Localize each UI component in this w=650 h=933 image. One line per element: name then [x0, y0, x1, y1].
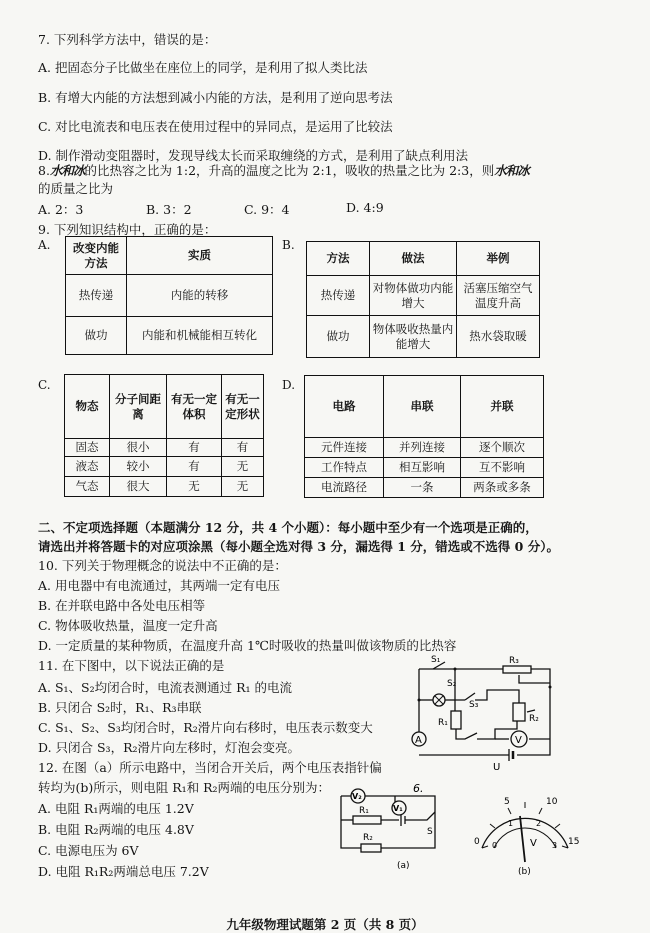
- outer-tick-0: 0: [492, 841, 498, 850]
- q12-voltmeter-dial: [468, 786, 582, 878]
- table-c-cell: 有: [222, 439, 264, 457]
- q9-label-d: D.: [282, 378, 296, 392]
- outer-tick-2: 2: [536, 819, 542, 828]
- table-c-cell: 很小: [110, 439, 167, 457]
- q8-stem-end: 的质量之比为: [38, 181, 114, 196]
- table-d-cell: 两条或多条: [461, 478, 544, 498]
- r2-resistor: [361, 844, 381, 852]
- inner-tick-0: 0: [474, 837, 480, 847]
- table-d-cell: 一条: [384, 478, 461, 498]
- q8-option-b: B. 3：2: [146, 202, 192, 217]
- q9-label-b: B.: [282, 238, 295, 252]
- handwritten-mark: 6.: [413, 782, 424, 795]
- unit-label: V: [530, 838, 537, 849]
- table-c-cell: 有: [167, 457, 222, 477]
- q9-stem: 9. 下列知识结构中，正确的是：: [38, 222, 217, 237]
- q10-option-c: C. 物体吸收热量，温度一定升高: [38, 618, 218, 633]
- q11-option-d: D. 只闭合 S₃，R₂滑片向左移时，灯泡会变亮。: [38, 740, 300, 755]
- table-c-cell: 很大: [110, 477, 167, 497]
- q7-option-c: C. 对比电流表和电压表在使用过程中的异同点，是运用了比较法: [38, 119, 393, 134]
- q10-option-a: A. 用电器中有电流通过，其两端一定有电压: [38, 578, 280, 593]
- table-a-cell: 内能的转移: [127, 275, 273, 317]
- table-a-cell: 内能和机械能相互转化: [127, 317, 273, 355]
- table-c-cell: 气态: [65, 477, 110, 497]
- q12-stem-2: 转均为(b)所示，则电阻 R₁和 R₂两端的电压分别为：: [38, 780, 331, 795]
- r1-label: R₁: [359, 806, 369, 816]
- table-d-cell: 工作特点: [305, 458, 384, 478]
- outer-tick-1: 1: [508, 819, 514, 828]
- q8-stem: [38, 161, 529, 179]
- table-c-header: 有无一定形状: [222, 375, 264, 439]
- q7-option-b: B. 有增大内能的方法想到减小内能的方法，是利用了逆向思考法: [38, 90, 393, 105]
- q12-stem-1: 12. 在图（a）所示电路中，当闭合开关后，两个电压表指针偏: [38, 760, 382, 775]
- table-d-cell: 相互影响: [384, 458, 461, 478]
- q9-label-a: A.: [38, 238, 51, 252]
- section2-title-2: 请选出并将答题卡的对应项涂黑（每小题全选对得 3 分，漏选得 1 分，错选或不选得 0 分）。: [38, 539, 559, 554]
- table-b-header: 方法: [307, 242, 370, 276]
- caption-b: (b): [518, 867, 531, 877]
- r2-label: R₂: [363, 833, 373, 843]
- voltmeter-label: V: [515, 735, 522, 746]
- q9-table-c: [64, 374, 264, 497]
- q11-stem: 11. 在下图中，以下说法正确的是: [38, 658, 225, 673]
- v2-label: V₂: [352, 792, 362, 801]
- q9-table-a: [65, 236, 273, 355]
- table-c-cell: 无: [222, 457, 264, 477]
- inner-tick-5: 5: [504, 797, 510, 807]
- table-b-header: 举例: [457, 242, 540, 276]
- table-d-header: 电路: [305, 376, 384, 438]
- table-d-header: 并联: [461, 376, 544, 438]
- q8-option-a: A. 2：3: [38, 202, 84, 217]
- q11-option-c: C. S₁、S₂、S₃均闭合时，R₂滑片向右移时，电压表示数变大: [38, 720, 373, 735]
- table-b-cell: 热水袋取暖: [457, 316, 540, 358]
- outer-tick-3: 3: [552, 841, 558, 850]
- q10-option-d: D. 一定质量的某种物质，在温度升高 1℃时吸收的热量叫做该物质的比热容: [38, 638, 457, 653]
- q12-option-b: B. 电阻 R₂两端的电压 4.8V: [38, 822, 194, 837]
- q9-table-d: [304, 375, 544, 498]
- q8-handwritten-2: 水和冰: [494, 163, 529, 178]
- table-c-cell: 无: [167, 477, 222, 497]
- s1-label: S₁: [431, 655, 441, 665]
- q12-option-a: A. 电阻 R₁两端的电压 1.2V: [38, 801, 194, 816]
- q10-option-b: B. 在并联电路中各处电压相等: [38, 598, 206, 613]
- q11-option-b: B. 只闭合 S₂时，R₁、R₃串联: [38, 700, 202, 715]
- table-c-cell: 无: [222, 477, 264, 497]
- q8-stem-mid: 的比热容之比为 1:2，升高的温度之比为 2:1，吸收的热量之比为 2:3，则: [84, 163, 495, 178]
- table-d-cell: 逐个顺次: [461, 438, 544, 458]
- switch-label: S: [427, 827, 433, 837]
- table-b-cell: 热传递: [307, 276, 370, 316]
- inner-tick-10: 10: [546, 797, 558, 807]
- section2-title-1: 二、不定项选择题（本题满分 12 分，共 4 个小题）：每小题中至少有一个选项是正确的，: [38, 520, 538, 535]
- table-c-header: 有无一定体积: [167, 375, 222, 439]
- table-c-cell: 有: [167, 439, 222, 457]
- table-b-cell: 物体吸收热量内能增大: [370, 316, 457, 358]
- q11-option-a: A. S₁、S₂均闭合时，电流表测通过 R₁ 的电流: [38, 680, 292, 695]
- r1-label: R₁: [438, 718, 448, 728]
- table-c-cell: 液态: [65, 457, 110, 477]
- table-d-cell: 元件连接: [305, 438, 384, 458]
- q8-number: 8.: [38, 163, 50, 178]
- q12-option-c: C. 电源电压为 6V: [38, 843, 139, 858]
- r1-resistor: [353, 816, 381, 824]
- table-d-cell: 电流路径: [305, 478, 384, 498]
- q9-table-b: [306, 241, 540, 358]
- s2-label: S₂: [447, 679, 457, 689]
- table-d-cell: 互不影响: [461, 458, 544, 478]
- table-a-cell: 做功: [66, 317, 127, 355]
- source-label: U: [493, 762, 501, 773]
- table-c-header: 分子间距离: [110, 375, 167, 439]
- ammeter-label: A: [415, 735, 422, 746]
- table-c-header: 物态: [65, 375, 110, 439]
- table-c-cell: 固态: [65, 439, 110, 457]
- q8-handwritten-1: 水和冰: [49, 163, 85, 178]
- table-b-header: 做法: [370, 242, 457, 276]
- table-b-cell: 做功: [307, 316, 370, 358]
- q7-option-a: A. 把固态分子比做坐在座位上的同学，是利用了拟人类比法: [38, 60, 368, 75]
- table-a-header: 实质: [127, 237, 273, 275]
- q9-label-c: C.: [38, 378, 51, 392]
- table-d-header: 串联: [384, 376, 461, 438]
- caption-a: (a): [397, 861, 410, 871]
- table-a-cell: 热传递: [66, 275, 127, 317]
- v1-label: V₁: [393, 804, 403, 813]
- q8-option-c: C. 9：4: [244, 202, 290, 217]
- q7-stem: 7. 下列科学方法中，错误的是：: [38, 32, 217, 47]
- table-a-header: 改变内能方法: [66, 237, 127, 275]
- r2-label: R₂: [529, 714, 539, 724]
- table-b-cell: 对物体做功内能增大: [370, 276, 457, 316]
- table-b-cell: 活塞压缩空气温度升高: [457, 276, 540, 316]
- r3-label: R₃: [509, 656, 519, 666]
- page-footer: 九年级物理试题第 2 页（共 8 页）: [226, 917, 424, 932]
- q11-circuit-diagram: [405, 655, 565, 773]
- q12-circuit-a: [335, 778, 455, 876]
- s3-label: S₃: [469, 700, 479, 710]
- q12-option-d: D. 电阻 R₁R₂两端总电压 7.2V: [38, 864, 209, 879]
- dial-needle: [520, 816, 525, 862]
- q7-option-d: D. 制作滑动变阻器时，发现导线太长而采取缠绕的方式，是利用了缺点利用法: [38, 148, 469, 163]
- inner-tick-15: 15: [568, 837, 580, 847]
- q10-stem: 10. 下列关于物理概念的说法中不正确的是：: [38, 558, 287, 573]
- table-d-cell: 并列连接: [384, 438, 461, 458]
- q8-option-d: D. 4:9: [346, 200, 384, 215]
- table-c-cell: 较小: [110, 457, 167, 477]
